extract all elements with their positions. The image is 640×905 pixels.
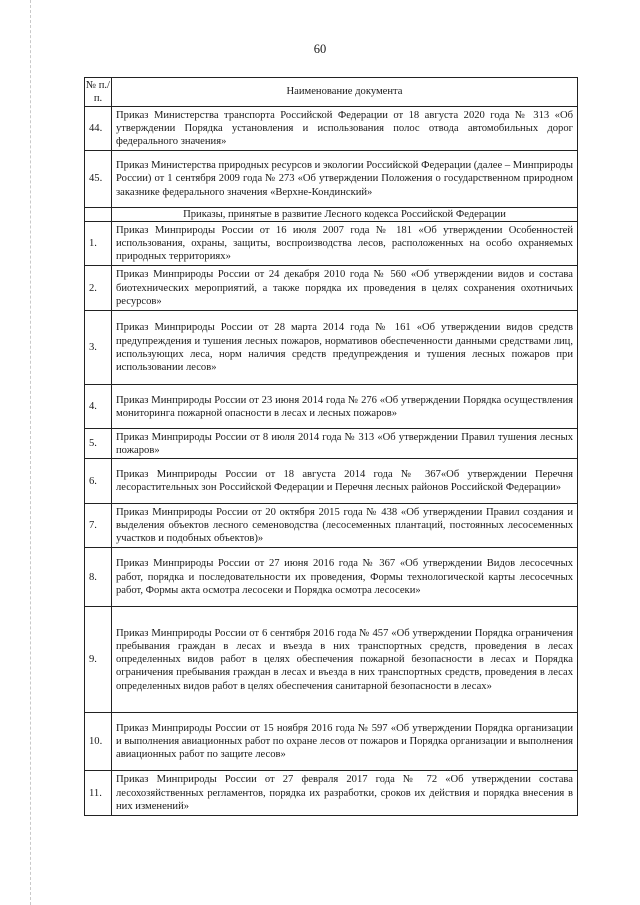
table-header-row — [85, 78, 578, 107]
documents-table — [84, 77, 578, 816]
row-text: Приказ Минприроды России от 6 сентября 2016 года № 457 «Об утверждении Порядка ограничения пребывания граждан в лесах и въезда в них транспортных средств, проведения в лесах определенных видов работ в целях обеспечения пожарной безопасности в лесах и Порядка ограничения пребывания граждан в лесах и въезда в них транспортных средств, проведения в лесах определенных видов работ в целях обеспечения санитарной безопасности в лесах» — [112, 607, 578, 713]
row-text: Приказ Минприроды России от 18 августа 2014 года № 367«Об утверждении Перечня лесорастительных зон Российской Федерации и Перечня лесных районов Российской Федерации» — [112, 459, 578, 504]
row-text: Приказ Минприроды России от 27 февраля 2017 года № 72 «Об утверждении состава лесохозяйственных регламентов, порядка их разработки, сроков их действия и порядка внесения в них изменений» — [112, 771, 578, 816]
row-text: Приказ Минприроды России от 15 ноября 2016 года № 597 «Об утверждении Порядка организации и выполнения авиационных работ по охране лесов от пожаров и Порядка организации и выполнения авиационных работ по защите лесов» — [112, 713, 578, 771]
table-row — [85, 607, 578, 713]
table-row — [85, 311, 578, 385]
row-text: Приказ Минприроды России от 23 июня 2014 года № 276 «Об утверждении Порядка осуществления мониторинга пожарной опасности в лесах и лесных пожаров» — [112, 385, 578, 429]
row-text: Приказ Минприроды России от 20 октября 2015 года № 438 «Об утверждении Правил создания и выделения объектов лесного семеноводства (лесосеменных плантаций, постоянных лесосеменных участков и подобных объектов)» — [112, 504, 578, 548]
table-row — [85, 459, 578, 504]
row-number: 44. — [85, 107, 112, 151]
row-number: 10. — [85, 713, 112, 771]
table-row — [85, 385, 578, 429]
row-number: 11. — [85, 771, 112, 816]
row-number: 5. — [85, 429, 112, 459]
row-number: 2. — [85, 266, 112, 311]
title-column-header: Наименование документа — [112, 78, 578, 107]
table-row — [85, 266, 578, 311]
section-number-cell — [85, 208, 112, 222]
table-row — [85, 504, 578, 548]
row-text: Приказ Министерства транспорта Российской Федерации от 18 августа 2020 года № 313 «Об утверждении Порядка установления и использования полос отвода автомобильных дорог федерального значения» — [112, 107, 578, 151]
number-column-header: № п./п. — [85, 78, 112, 107]
row-text: Приказ Минприроды России от 16 июля 2007 года № 181 «Об утверждении Особенностей использования, охраны, защиты, воспроизводства лесов, расположенных на особо охраняемых природных территориях» — [112, 222, 578, 266]
page-margin-line — [30, 0, 31, 905]
row-text: Приказ Минприроды России от 24 декабря 2010 года № 560 «Об утверждении видов и состава биотехнических мероприятий, а также порядка их проведения в целях сохранения охотничьих ресурсов» — [112, 266, 578, 311]
row-number: 9. — [85, 607, 112, 713]
table-row — [85, 222, 578, 266]
table-row — [85, 771, 578, 816]
row-number: 3. — [85, 311, 112, 385]
row-number: 7. — [85, 504, 112, 548]
row-number: 4. — [85, 385, 112, 429]
row-text: Приказ Минприроды России от 28 марта 2014 года № 161 «Об утверждении видов средств предупреждения и тушения лесных пожаров, нормативов обеспеченности данными средствами лиц, использующих леса, норм наличия средств предупреждения и тушения лесных пожаров при использовании лесов» — [112, 311, 578, 385]
table-row — [85, 713, 578, 771]
table-row — [85, 548, 578, 607]
section-title-row — [85, 208, 578, 222]
row-text: Приказ Министерства природных ресурсов и экологии Российской Федерации (далее – Минприроды России) от 1 сентября 2009 года № 273 «Об утверждении Положения о государственном природном заказнике федерального значения «Верхне-Кондинский» — [112, 151, 578, 208]
table-row — [85, 429, 578, 459]
page-number: 60 — [313, 42, 327, 56]
row-number: 8. — [85, 548, 112, 607]
row-number: 1. — [85, 222, 112, 266]
row-text: Приказ Минприроды России от 8 июля 2014 года № 313 «Об утверждении Правил тушения лесных пожаров» — [112, 429, 578, 459]
table-row — [85, 151, 578, 208]
row-text: Приказ Минприроды России от 27 июня 2016 года № 367 «Об утверждении Видов лесосечных работ, порядка и последовательности их проведения, Формы технологической карты лесосечных работ, Формы акта осмотра лесосеки и Порядка осмотра лесосеки» — [112, 548, 578, 607]
row-number: 45. — [85, 151, 112, 208]
table-row — [85, 107, 578, 151]
row-number: 6. — [85, 459, 112, 504]
section-title: Приказы, принятые в развитие Лесного кодекса Российской Федерации — [112, 208, 578, 222]
